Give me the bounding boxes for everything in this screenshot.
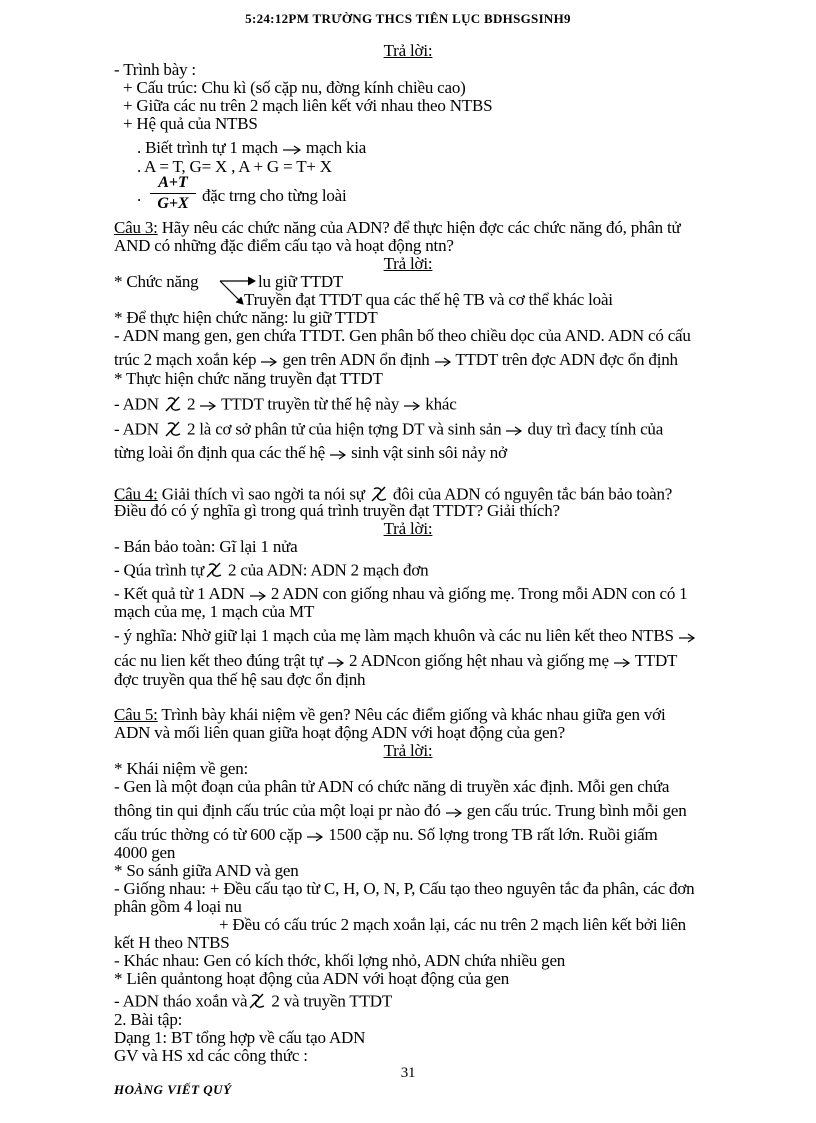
text-line xyxy=(137,139,366,158)
text-span: - ADN xyxy=(114,419,159,439)
text-span: - Kết quả từ 1 ADN xyxy=(114,584,245,603)
replication-symbol-icon xyxy=(204,560,224,583)
text-line: 4000 gen xyxy=(114,843,176,862)
text-span: 2 của ADN: ADN 2 mạch đơn xyxy=(228,560,429,580)
text-span: TTDT xyxy=(634,651,678,670)
text-span: 2 là cơ sở phân tử của hiện tợng DT và sinh sản xyxy=(186,419,502,439)
text-line: Dạng 1: BT tổng hợp về cấu tạo ADN xyxy=(114,1028,366,1047)
text-span: trúc 2 mạch xoắn kép xyxy=(114,350,257,369)
text-span: 2 và truyền TTDT xyxy=(271,991,393,1011)
answer-label: Trả lời: xyxy=(383,741,433,760)
question-label: Câu 5: xyxy=(114,705,158,724)
text-line: + Giữa các nu trên 2 mạch liên kết với nhau theo NTBS xyxy=(123,96,493,115)
text-line xyxy=(114,351,678,370)
answer-label: Trả lời: xyxy=(383,519,433,538)
page-header: 5:24:12PM TRƯỜNG THCS TIÊN LỤC BDHSGSINH9 xyxy=(245,11,571,26)
text-line: * Liên quảntong hoạt động của ADN với hoạt động của gen xyxy=(114,969,510,988)
text-line: Truyền đạt TTDT qua các thế hệ TB và cơ thể khác loài xyxy=(244,290,613,309)
page-footer: HOÀNG VIẾT QUÝ xyxy=(114,1082,232,1097)
text-line: đợc truyền qua thế hệ sau đợc ổn định xyxy=(114,670,366,689)
text-line: đặc trng cho từng loài xyxy=(202,186,347,205)
text-line: - Giống nhau: + Đều cấu tạo từ C, H, O, N, P, Cấu tạo theo nguyên tắc đa phân, các đơn xyxy=(114,879,695,898)
right-arrow-icon xyxy=(327,654,345,671)
text-line: * Khái niệm về gen: xyxy=(114,759,249,778)
right-arrow-icon xyxy=(505,422,523,439)
text-line: - Gen là một đoạn của phân tử ADN có chức năng di truyền xác định. Mỗi gen chứa xyxy=(114,777,670,796)
question-line xyxy=(114,219,681,236)
question-text: Trình bày khái niệm về gen? Nêu các điểm giống và khác nhau giữa gen với xyxy=(157,705,666,724)
text-line xyxy=(114,560,428,583)
right-arrow-icon xyxy=(403,397,421,414)
text-span: gen cấu trúc. Trung bình mỗi gen xyxy=(466,801,687,820)
text-span: 2 xyxy=(186,394,196,414)
question-line: AND có những đặc điểm cấu tạo và hoạt động ntn? xyxy=(114,236,454,255)
text-line: * Chức năng xyxy=(114,272,199,291)
text-line: - Trình bày : xyxy=(114,60,196,79)
text-line: phân gồm 4 loại nu xyxy=(114,897,242,916)
text-line xyxy=(114,394,457,417)
replication-symbol-icon xyxy=(247,991,267,1014)
text-line: + Cấu trúc: Chu kì (số cặp nu, đờng kính chiều cao) xyxy=(123,78,466,97)
text-span: gen trên ADN ổn định xyxy=(282,350,430,369)
text-span: . Biết trình tự 1 mạch xyxy=(137,138,278,157)
right-arrow-icon xyxy=(260,353,278,370)
text-span: cấu trúc thờng có từ 600 cặp xyxy=(114,825,303,844)
text-line xyxy=(114,826,658,845)
text-line xyxy=(114,652,677,671)
text-span: khác xyxy=(425,394,457,414)
text-line: . A = T, G= X , A + G = T+ X xyxy=(137,157,332,176)
text-line xyxy=(114,444,507,463)
text-line: * So sánh giữa AND và gen xyxy=(114,861,299,880)
text-span: mạch kia xyxy=(305,138,367,157)
text-span: 1500 cặp nu. Số lợng trong TB rất lớn. Ruồi giấm xyxy=(328,825,658,844)
text-line xyxy=(114,419,663,442)
ratio-fraction xyxy=(150,175,196,212)
text-span: - ADN xyxy=(114,394,159,414)
text-line: - Bán bảo toàn: Gĩ lại 1 nửa xyxy=(114,537,298,556)
right-arrow-icon xyxy=(613,654,631,671)
text-line: - Khác nhau: Gen có kích thớc, khối lợng nhỏ, ADN chứa nhiều gen xyxy=(114,951,566,970)
right-arrow-icon xyxy=(282,141,302,158)
replication-symbol-icon xyxy=(163,419,183,442)
right-arrow-icon xyxy=(434,353,452,370)
text-span: các nu lien kết theo đúng trật tự xyxy=(114,651,323,670)
text-line xyxy=(114,585,687,604)
fraction-numerator: A+T xyxy=(150,175,196,194)
text-span: từng loài ổn định qua các thế hệ xyxy=(114,443,325,462)
text-line: - ADN mang gen, gen chứa TTDT. Gen phân bố theo chiều dọc của AND. ADN có cấu xyxy=(114,326,691,345)
text-span: - Qúa trình tự xyxy=(114,560,204,580)
text-span: thông tin qui định cấu trúc của một loại pr nào đó xyxy=(114,801,441,820)
text-line: + Hệ quả của NTBS xyxy=(123,114,258,133)
question-label: Câu 3: xyxy=(114,218,158,237)
text-span: TTDT trên đợc ADN đợc ổn định xyxy=(455,350,678,369)
text-line: + Đều có cấu trúc 2 mạch xoắn lại, các nu trên 2 mạch liên kết bởi liên xyxy=(219,915,686,934)
text-line: * Thực hiện chức năng truyền đạt TTDT xyxy=(114,369,383,388)
text-line xyxy=(114,802,687,821)
replication-symbol-icon xyxy=(163,394,183,417)
text-span: sinh vật sinh sôi nảy nở xyxy=(351,443,507,462)
page-number: 31 xyxy=(400,1065,416,1081)
text-line: GV và HS xd các công thức : xyxy=(114,1046,308,1065)
text-line: 2. Bài tập: xyxy=(114,1010,183,1029)
fraction-denominator: G+X xyxy=(157,195,189,212)
question-line: ADN và mối liên quan giữa hoạt động ADN với hoạt động của gen? xyxy=(114,723,566,742)
text-line xyxy=(114,627,696,646)
question-line xyxy=(114,706,665,723)
right-arrow-icon xyxy=(678,629,696,646)
text-span: 2 ADNcon giống hệt nhau và giống mẹ xyxy=(349,651,609,670)
answer-label: Trả lời: xyxy=(383,254,433,273)
text-span: 2 ADN con giống nhau và giống mẹ. Trong mỗi ADN con có 1 xyxy=(270,584,688,603)
text-line: * Để thực hiện chức năng: lu giữ TTDT xyxy=(114,308,378,327)
text-line: mạch của mẹ, 1 mạch của MT xyxy=(114,602,315,621)
question-text: Giải thích vì sao ngời ta nói sự xyxy=(157,484,365,504)
question-text: Hãy nêu các chức năng của ADN? để thực hiện đợc các chức năng đó, phân tử xyxy=(157,218,681,237)
text-span: - ý nghĩa: Nhờ giữ lại 1 mạch của mẹ làm mạch khuôn và các nu liên kết theo NTBS xyxy=(114,626,674,645)
text-line: . xyxy=(137,186,142,205)
text-span: TTDT truyền từ thế hệ này xyxy=(221,394,400,414)
question-label: Câu 4: xyxy=(114,484,158,504)
text-span: duy trì đacỵ tính của xyxy=(527,419,664,439)
text-line: lu giữ TTDT xyxy=(258,272,344,291)
answer-label: Trả lời: xyxy=(383,41,433,60)
right-arrow-icon xyxy=(329,446,347,463)
right-arrow-icon xyxy=(445,804,463,821)
right-arrow-icon xyxy=(199,397,217,414)
question-line: Điều đó có ý nghĩa gì trong quá trình truyền đạt TTDT? Giải thích? xyxy=(114,501,560,520)
text-span: - ADN tháo xoắn và xyxy=(114,991,248,1011)
text-line: kết H theo NTBS xyxy=(114,933,230,952)
question-text: đôi của ADN có nguyên tắc bán bảo toàn? xyxy=(392,484,673,504)
right-arrow-icon xyxy=(306,828,324,845)
